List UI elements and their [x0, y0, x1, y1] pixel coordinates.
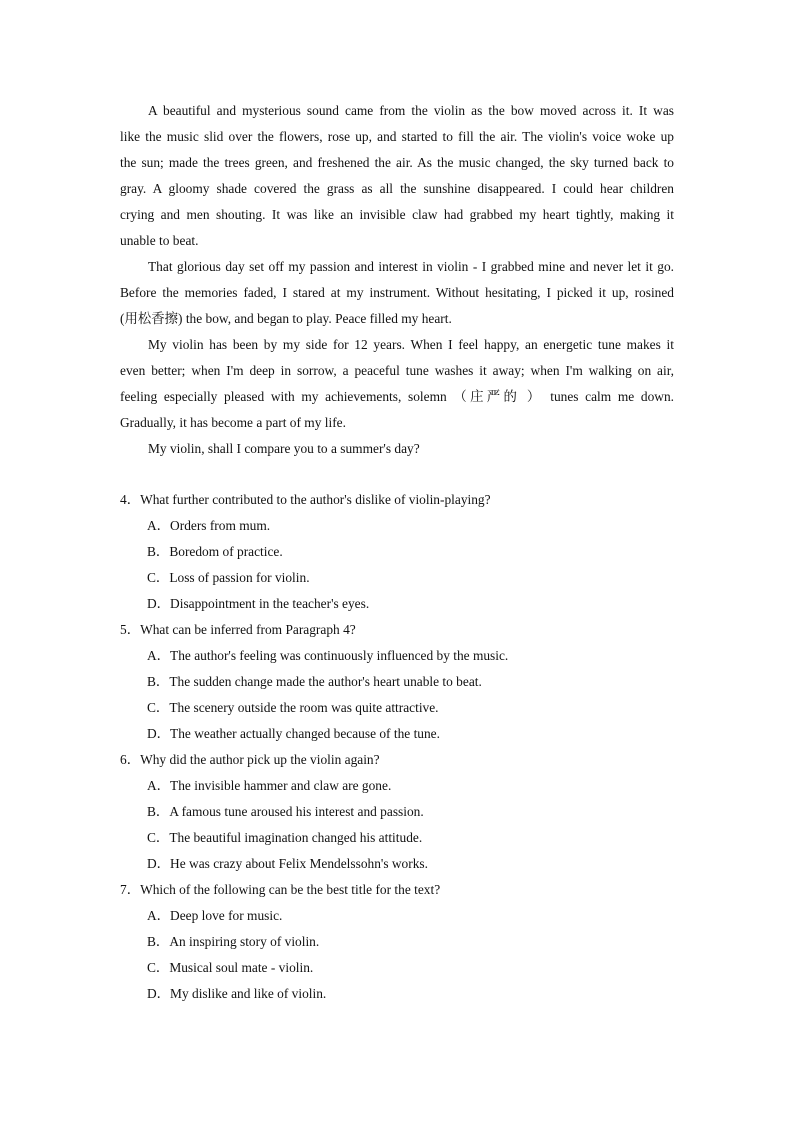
option-c: C．Musical soul mate - violin.: [147, 960, 314, 975]
paragraph-line: the sun; made the trees green, and freshened the air. As the music changed, the sky turned back to: [120, 155, 674, 170]
option-c: C．The scenery outside the room was quite attractive.: [147, 700, 439, 715]
paragraph-line: (用松香擦) the bow, and began to play. Peace filled my heart.: [120, 311, 452, 326]
option-a: A．Deep love for music.: [147, 908, 283, 923]
passage-paragraph-1: [120, 98, 674, 254]
passage-paragraph-3: [120, 332, 674, 436]
paragraph-line: feeling especially pleased with my achievements, solemn （庄严的 ） tunes calm me down.: [120, 389, 674, 404]
option-b: B．An inspiring story of violin.: [147, 934, 320, 949]
paragraph-line: My violin, shall I compare you to a summer's day?: [148, 441, 420, 456]
passage-paragraph-2: [120, 254, 674, 332]
option-d: D．Disappointment in the teacher's eyes.: [147, 596, 370, 611]
option-b: B．The sudden change made the author's heart unable to beat.: [147, 674, 482, 689]
question-7: [120, 877, 674, 1007]
paragraph-line: Gradually, it has become a part of my life.: [120, 415, 346, 430]
paragraph-line: A beautiful and mysterious sound came from the violin as the bow moved across it. It was: [148, 103, 674, 118]
option-d: D．My dislike and like of violin.: [147, 986, 327, 1001]
question-6: [120, 747, 674, 877]
question-stem: 5．What can be inferred from Paragraph 4?: [120, 622, 356, 637]
option-b: B．Boredom of practice.: [147, 544, 283, 559]
option-a: A．Orders from mum.: [147, 518, 271, 533]
paragraph-line: My violin has been by my side for 12 years. When I feel happy, an energetic tune makes it: [148, 337, 674, 352]
option-d: D．He was crazy about Felix Mendelssohn's works.: [147, 856, 428, 871]
question-4: [120, 487, 674, 617]
paragraph-line: That glorious day set off my passion and interest in violin - I grabbed mine and never let it go.: [148, 259, 674, 274]
reading-passage: [120, 98, 674, 462]
option-a: A．The invisible hammer and claw are gone.: [147, 778, 392, 793]
paragraph-line: gray. A gloomy shade covered the grass as all the sunshine disappeared. I could hear children: [120, 181, 674, 196]
paragraph-line: like the music slid over the flowers, rose up, and started to fill the air. The violin's voice woke up: [120, 129, 674, 144]
option-c: C．Loss of passion for violin.: [147, 570, 310, 585]
question-stem: 4．What further contributed to the author's dislike of violin-playing?: [120, 492, 491, 507]
option-c: C．The beautiful imagination changed his attitude.: [147, 830, 423, 845]
paragraph-line: unable to beat.: [120, 233, 199, 248]
question-5: [120, 617, 674, 747]
option-a: A．The author's feeling was continuously influenced by the music.: [147, 648, 509, 663]
passage-paragraph-4: [120, 436, 674, 462]
question-list: [120, 487, 674, 1007]
option-d: D．The weather actually changed because of the tune.: [147, 726, 440, 741]
question-stem: 6．Why did the author pick up the violin again?: [120, 752, 380, 767]
question-stem: 7．Which of the following can be the best title for the text?: [120, 882, 441, 897]
paragraph-line: even better; when I'm deep in sorrow, a peaceful tune washes it away; when I'm walking on air,: [120, 363, 674, 378]
paragraph-line: Before the memories faded, I stared at my instrument. Without hesitating, I picked it up, rosined: [120, 285, 674, 300]
paragraph-line: crying and men shouting. It was like an invisible claw had grabbed my heart tightly, making it: [120, 207, 674, 222]
option-b: B．A famous tune aroused his interest and passion.: [147, 804, 424, 819]
